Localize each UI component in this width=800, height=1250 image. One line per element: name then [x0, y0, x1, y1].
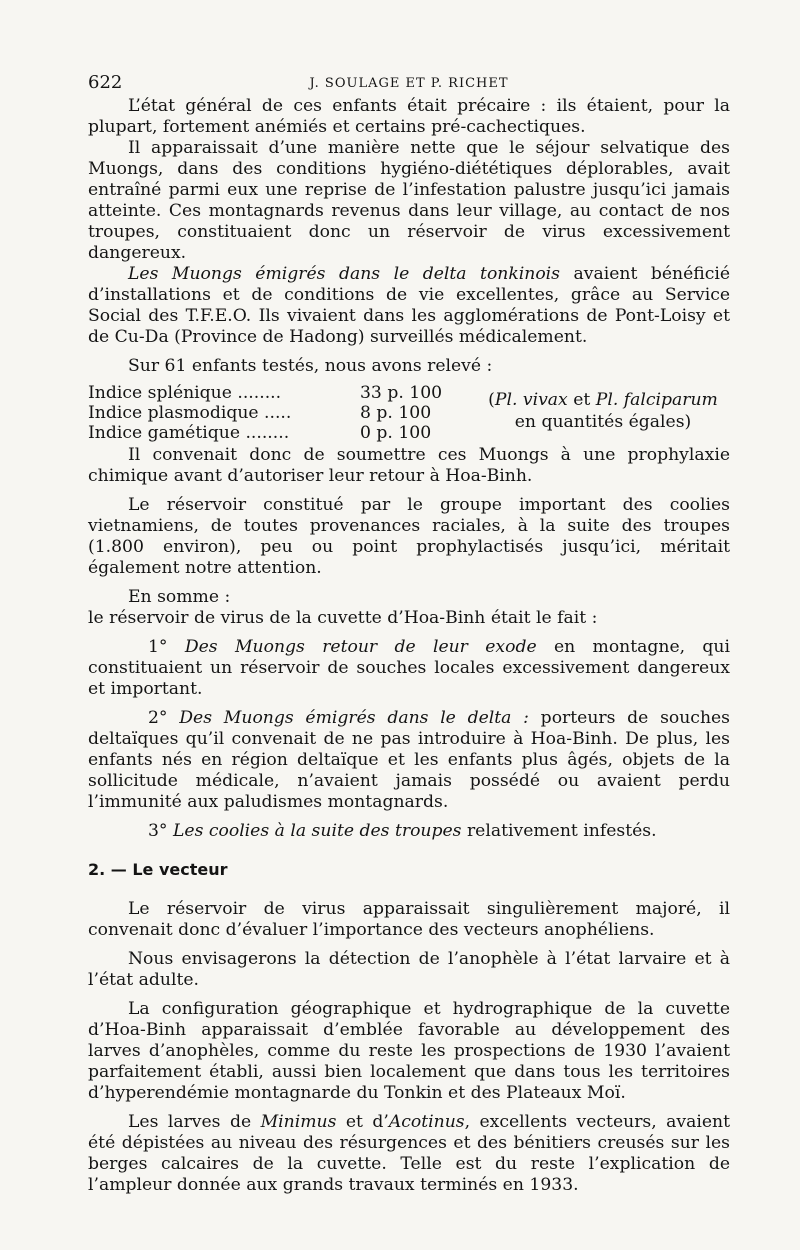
- list-item: [88, 637, 730, 700]
- table-label: Indice splénique ........: [88, 383, 282, 403]
- table-label: Indice gamétique ........: [88, 423, 290, 443]
- note-text: (: [488, 390, 495, 410]
- table-label: Indice plasmodique .....: [88, 403, 292, 423]
- italic-phrase: Les Muongs émigrés dans le delta tonkinois: [128, 264, 561, 284]
- note-italic: Pl. falciparum: [595, 390, 718, 410]
- list-item: [88, 708, 730, 813]
- paragraph: le réservoir de virus de la cuvette d’Hoa-Binh était le fait :: [88, 608, 598, 628]
- paragraph-text: , excellents vecteurs, avaient été dépistées au niveau des résurgences et des bénitiers creusés sur les berges calcaires de la cuvette. Telle est du reste l’explication de l’ampleur donnée aux grands travaux terminés en 1933.: [88, 1112, 730, 1195]
- page: [88, 68, 730, 1196]
- paragraph: [88, 1112, 730, 1196]
- paragraph: Nous envisagerons la détection de l’anophèle à l’état larvaire et à l’état adulte.: [88, 949, 730, 990]
- list-item: [88, 821, 730, 842]
- paragraph-text: et d’: [336, 1112, 389, 1132]
- note-italic: Pl. vivax: [494, 390, 568, 410]
- table-value: 33 p. 100: [360, 383, 443, 403]
- table-note: [468, 389, 738, 433]
- section-heading: 2. — Le vecteur: [88, 860, 228, 879]
- italic-word: Minimus: [260, 1112, 337, 1132]
- paragraph: Il apparaissait d’une manière nette que le séjour selvatique des Muongs, dans des conditions hygiéno-diététiques déplorables, avait entraîné parmi eux une reprise de l’infestation palustre jusqu’ici jamais atteinte. Ces montagnards revenus dans leur village, au contact de nos troupes, constituaient donc un réservoir de virus excessivement dangereux.: [88, 138, 730, 263]
- paragraph: L’état général de ces enfants était précaire : ils étaient, pour la plupart, fortement anémiés et certains pré-cachectiques.: [88, 96, 730, 137]
- list: [88, 637, 730, 842]
- running-title: J. SOULAGE ET P. RICHET: [309, 76, 509, 91]
- italic-phrase: Des Muongs retour de leur exode: [184, 637, 537, 657]
- paragraph: Le réservoir constitué par le groupe important des coolies vietnamiens, de toutes provenances raciales, à la suite des troupes (1.800 environ), peu ou point prophylactisés jusqu’ici, méritait également notre attention.: [88, 495, 730, 578]
- table-value: 0 p. 100: [360, 423, 432, 443]
- list-number: 1°: [148, 637, 185, 657]
- list-number: 2°: [148, 708, 180, 728]
- italic-phrase: Les coolies à la suite des troupes: [173, 821, 462, 841]
- page-header: [88, 68, 730, 96]
- paragraph: Il convenait donc de soumettre ces Muongs à une prophylaxie chimique avant d’autoriser leur retour à Hoa-Binh.: [88, 445, 730, 486]
- italic-word: Acotinus: [388, 1112, 465, 1132]
- list-text: porteurs de souches deltaïques qu’il convenait de ne pas introduire à Hoa-Binh. De plus, les enfants nés en région deltaïque et les enfants plus âgés, objets de la sollicitude médicale, n’avaient jamais possédé ou avaient perdu l’immunité aux paludismes montagnards.: [88, 708, 730, 812]
- paragraph: [88, 264, 730, 348]
- italic-phrase: Des Muongs émigrés dans le delta :: [179, 708, 529, 728]
- list-text: en montagne, qui constituaient un réservoir de souches locales excessivement dangereux et important.: [88, 637, 730, 699]
- table-value: 8 p. 100: [360, 403, 432, 423]
- paragraph-text: Les larves de: [128, 1112, 261, 1132]
- indices-table: [88, 383, 730, 445]
- note-text: et: [567, 390, 596, 410]
- paragraph: Sur 61 enfants testés, nous avons relevé :: [128, 356, 493, 376]
- paragraph: La configuration géographique et hydrographique de la cuvette d’Hoa-Binh apparaissait d’emblée favorable au développement des larves d’anophèles, comme du reste les prospections de 1930 l’avaient parfaitement établi, aussi bien localement que dans tous les territoires d’hyperendémie montagnarde du Tonkin et des Plateaux Moï.: [88, 999, 730, 1103]
- paragraph: En somme :: [128, 587, 231, 607]
- list-text: relativement infestés.: [461, 821, 657, 841]
- paragraph-text: avaient bénéficié d’installations et de conditions de vie excellentes, grâce au Service Social des T.F.E.O. Ils vivaient dans les agglomérations de Pont-Loisy et de Cu-Da (Province de Hadong) surveillés médicalement.: [88, 264, 731, 347]
- list-number: 3°: [148, 821, 173, 841]
- page-number: 622: [88, 72, 123, 93]
- note-text: en quantités égales): [514, 412, 692, 432]
- paragraph: Le réservoir de virus apparaissait singulièrement majoré, il convenait donc d’évaluer l’importance des vecteurs anophéliens.: [88, 899, 730, 940]
